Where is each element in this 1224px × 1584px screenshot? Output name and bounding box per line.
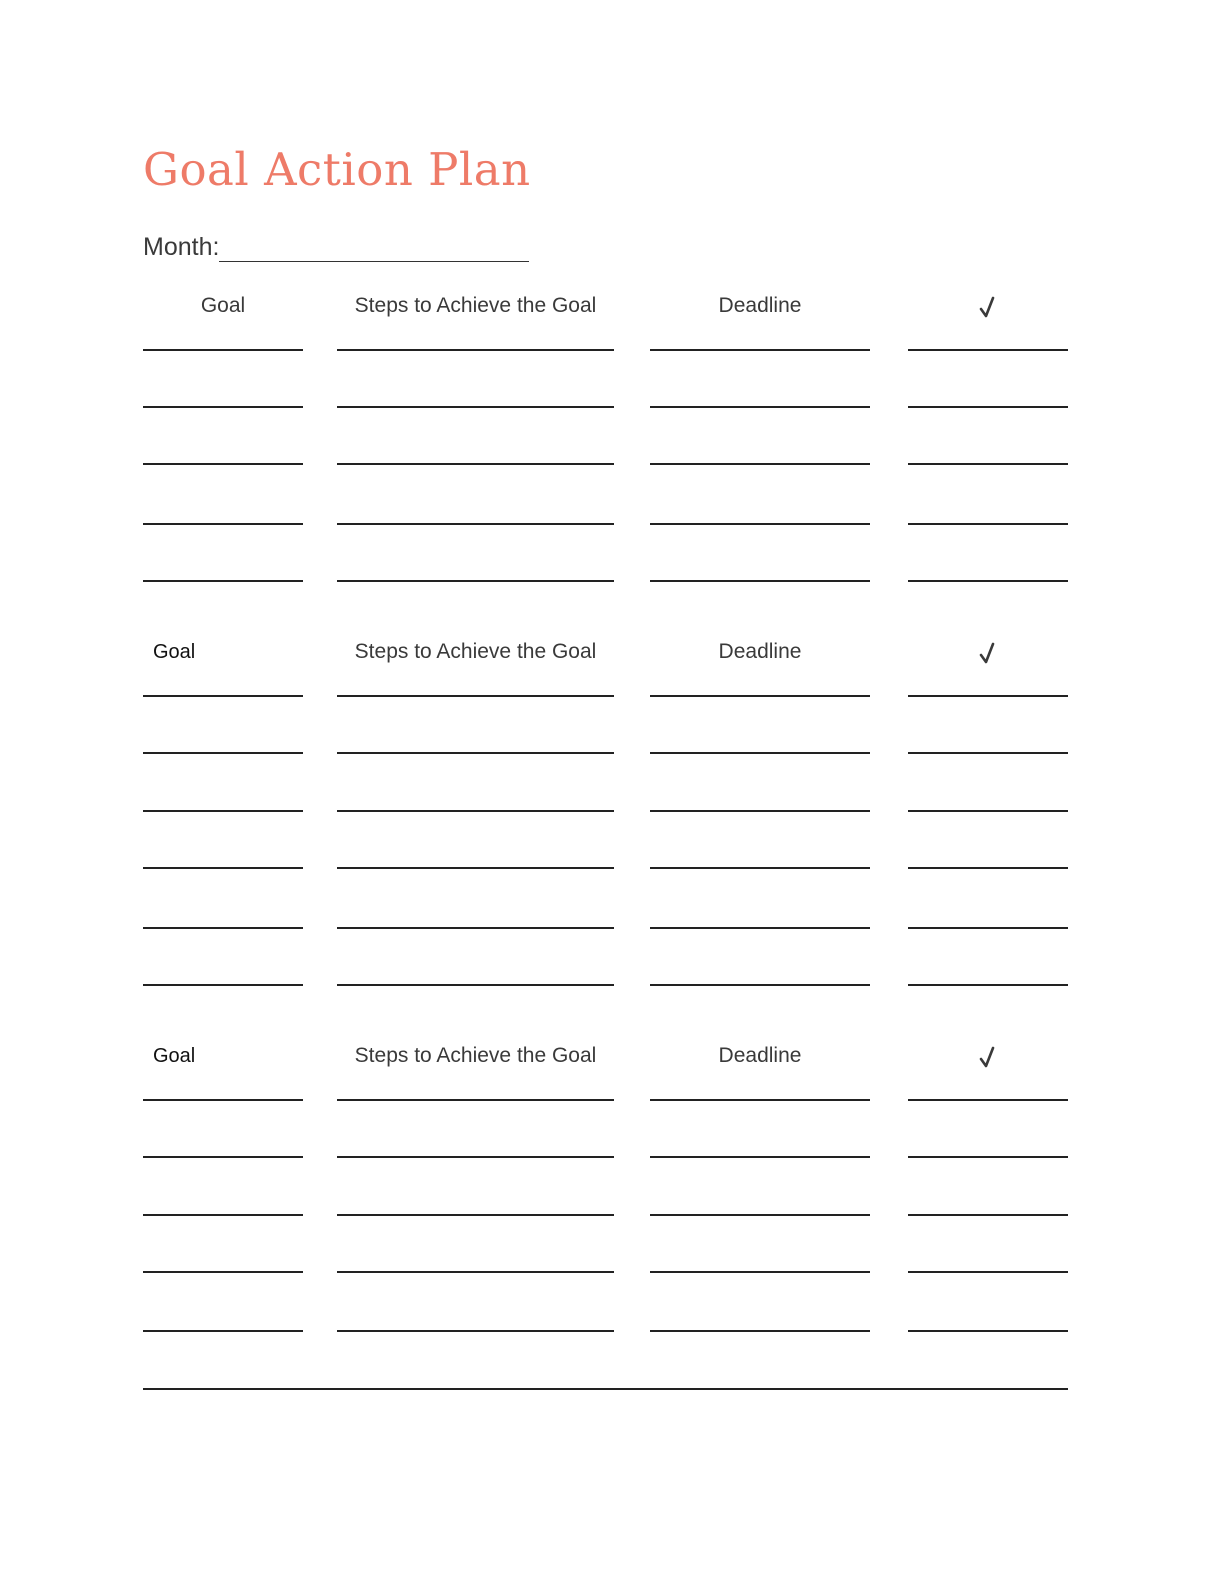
goal-line[interactable]	[143, 984, 303, 986]
steps-line[interactable]	[337, 810, 614, 812]
check-line[interactable]	[908, 1330, 1068, 1332]
check-line[interactable]	[908, 580, 1068, 582]
goal-line[interactable]	[143, 695, 303, 697]
check-line[interactable]	[908, 867, 1068, 869]
check-line[interactable]	[908, 1214, 1068, 1216]
steps-line[interactable]	[337, 867, 614, 869]
steps-line[interactable]	[337, 349, 614, 351]
section-3-steps-header: Steps to Achieve the Goal	[354, 1044, 597, 1067]
goal-line[interactable]	[143, 1271, 303, 1273]
steps-line[interactable]	[337, 1330, 614, 1332]
deadline-line[interactable]	[650, 580, 870, 582]
deadline-line[interactable]	[650, 406, 870, 408]
goal-line[interactable]	[143, 752, 303, 754]
deadline-line[interactable]	[650, 1156, 870, 1158]
deadline-line[interactable]	[650, 810, 870, 812]
goal-line[interactable]	[143, 463, 303, 465]
goal-line[interactable]	[143, 523, 303, 525]
check-line[interactable]	[908, 927, 1068, 929]
steps-line[interactable]	[337, 695, 614, 697]
deadline-line[interactable]	[650, 984, 870, 986]
steps-line[interactable]	[337, 1099, 614, 1101]
steps-line[interactable]	[337, 580, 614, 582]
steps-line[interactable]	[337, 523, 614, 525]
goal-line[interactable]	[143, 406, 303, 408]
checkmark-icon	[978, 296, 998, 320]
steps-line[interactable]	[337, 1156, 614, 1158]
goal-line[interactable]	[143, 1156, 303, 1158]
check-line[interactable]	[908, 810, 1068, 812]
section-3-deadline-header: Deadline	[718, 1044, 802, 1067]
deadline-line[interactable]	[650, 349, 870, 351]
check-line[interactable]	[908, 984, 1068, 986]
month-label: Month:	[143, 233, 220, 261]
page-title: Goal Action Plan	[143, 143, 531, 196]
check-line[interactable]	[908, 1156, 1068, 1158]
goal-line[interactable]	[143, 1214, 303, 1216]
goal-line[interactable]	[143, 810, 303, 812]
deadline-line[interactable]	[650, 867, 870, 869]
deadline-line[interactable]	[650, 1330, 870, 1332]
steps-line[interactable]	[337, 1271, 614, 1273]
checkmark-icon	[978, 1046, 998, 1070]
check-line[interactable]	[908, 1271, 1068, 1273]
deadline-line[interactable]	[650, 523, 870, 525]
deadline-line[interactable]	[650, 927, 870, 929]
checkmark-icon	[978, 642, 998, 666]
deadline-line[interactable]	[650, 1271, 870, 1273]
check-line[interactable]	[908, 752, 1068, 754]
goal-line[interactable]	[143, 927, 303, 929]
steps-line[interactable]	[337, 1214, 614, 1216]
deadline-line[interactable]	[650, 1214, 870, 1216]
section-2-steps-header: Steps to Achieve the Goal	[354, 640, 597, 663]
check-line[interactable]	[908, 463, 1068, 465]
check-line[interactable]	[908, 523, 1068, 525]
steps-line[interactable]	[337, 752, 614, 754]
steps-line[interactable]	[337, 406, 614, 408]
steps-line[interactable]	[337, 984, 614, 986]
check-line[interactable]	[908, 695, 1068, 697]
section-2-goal-header: Goal	[153, 641, 196, 663]
deadline-line[interactable]	[650, 752, 870, 754]
goal-line[interactable]	[143, 349, 303, 351]
steps-line[interactable]	[337, 463, 614, 465]
month-field[interactable]	[219, 261, 529, 262]
check-line[interactable]	[908, 349, 1068, 351]
section-1-steps-header: Steps to Achieve the Goal	[354, 294, 597, 317]
deadline-line[interactable]	[650, 1099, 870, 1101]
section-2-deadline-header: Deadline	[718, 640, 802, 663]
check-line[interactable]	[908, 1099, 1068, 1101]
section-1-goal-header: Goal	[200, 294, 246, 317]
check-line[interactable]	[908, 406, 1068, 408]
section-3-goal-header: Goal	[153, 1045, 196, 1067]
goal-line[interactable]	[143, 867, 303, 869]
bottom-divider	[143, 1388, 1068, 1390]
goal-line[interactable]	[143, 580, 303, 582]
deadline-line[interactable]	[650, 463, 870, 465]
steps-line[interactable]	[337, 927, 614, 929]
section-1-deadline-header: Deadline	[718, 294, 802, 317]
goal-line[interactable]	[143, 1099, 303, 1101]
goal-line[interactable]	[143, 1330, 303, 1332]
deadline-line[interactable]	[650, 695, 870, 697]
